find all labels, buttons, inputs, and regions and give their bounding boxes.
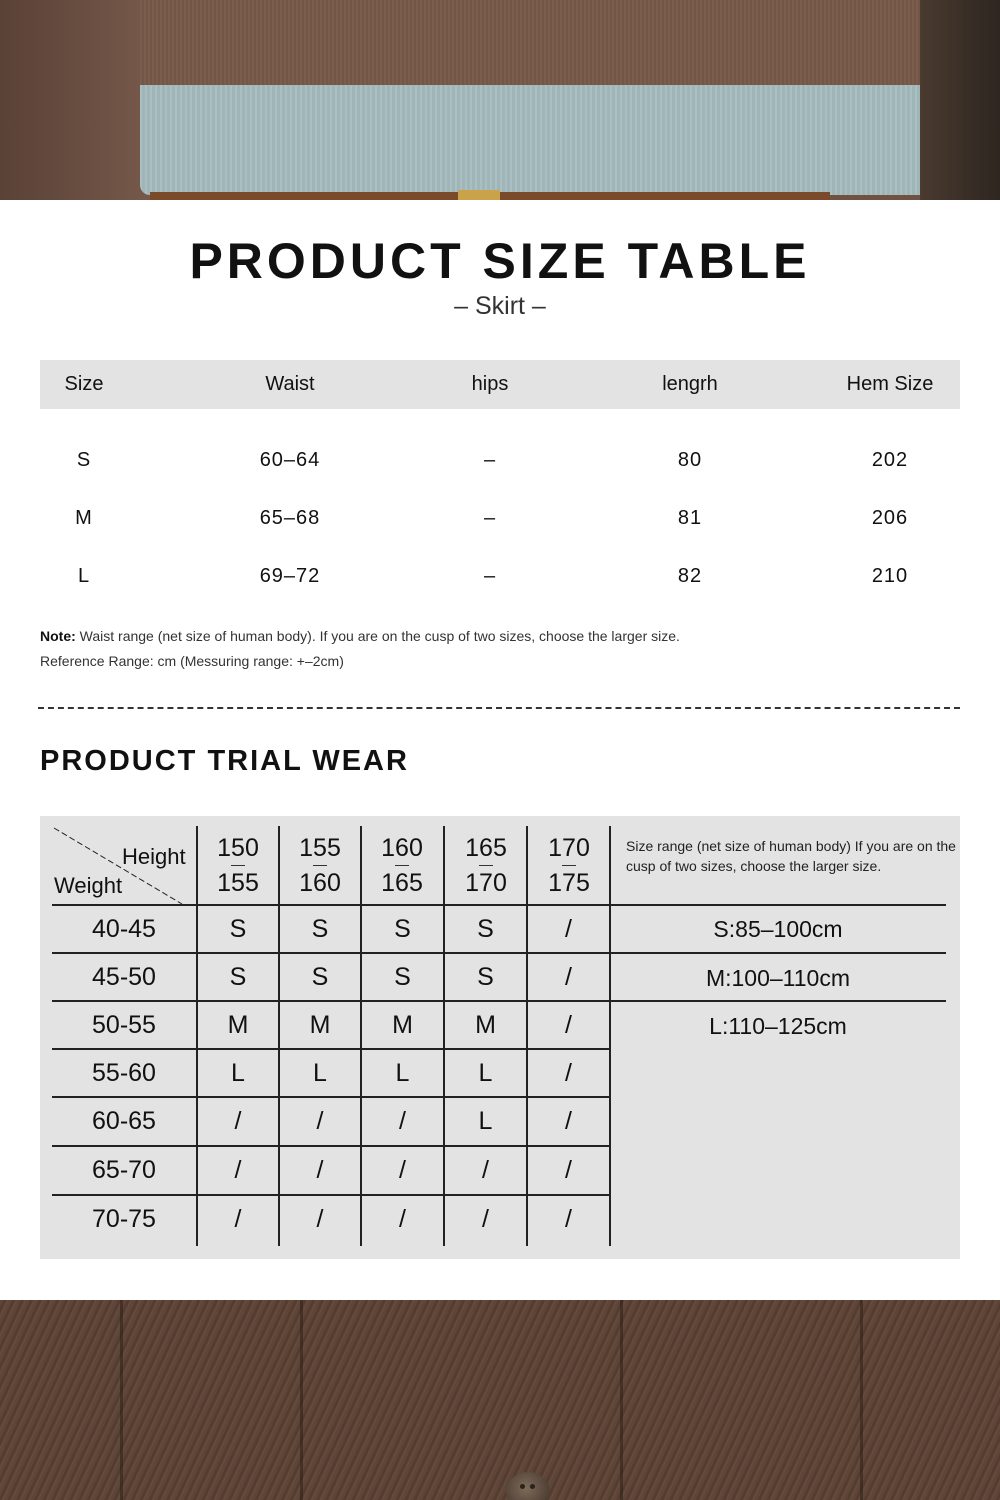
- height-header: 155 160: [299, 834, 341, 897]
- table-row: [40, 556, 960, 596]
- size-cell: /: [399, 1204, 406, 1233]
- weight-cell: 60-65: [92, 1106, 156, 1135]
- header-waist: Waist: [265, 373, 315, 395]
- cell-length: 82: [677, 564, 703, 587]
- size-cell: M: [309, 1010, 331, 1039]
- table-row: [40, 498, 960, 538]
- cell-waist: 65–68: [259, 506, 321, 529]
- range-large: L:110–125cm: [709, 1012, 847, 1039]
- divider: [38, 707, 960, 709]
- cell-size: L: [77, 564, 91, 587]
- cell-hips: –: [483, 448, 497, 471]
- garment-button-icon: [506, 1472, 550, 1500]
- header-hem-size: Hem Size: [846, 373, 934, 395]
- size-cell: L: [313, 1058, 327, 1087]
- height-header: 150 155: [217, 834, 259, 897]
- height-header: 160 165: [381, 834, 423, 897]
- size-cell: S: [311, 914, 329, 943]
- size-cell: /: [565, 962, 572, 991]
- corner-weight-label: Weight: [54, 873, 123, 898]
- trial-wear-table: [40, 816, 960, 1259]
- size-cell: /: [234, 1204, 242, 1233]
- weight-cell: 70-75: [92, 1204, 156, 1233]
- size-cell: L: [231, 1058, 245, 1087]
- size-cell: /: [399, 1155, 406, 1184]
- size-cell: /: [482, 1155, 489, 1184]
- size-cell: /: [234, 1155, 242, 1184]
- header-size: Size: [64, 373, 104, 395]
- size-cell: M: [392, 1010, 413, 1039]
- size-cell: /: [565, 1155, 572, 1184]
- trial-title: PRODUCT TRIAL WEAR: [40, 745, 409, 777]
- cell-waist: 69–72: [259, 564, 321, 587]
- size-cell: /: [399, 1106, 406, 1135]
- size-cell: /: [565, 1058, 572, 1087]
- note-text: Waist range (net size of human body). If you are on the cusp of two sizes, choose the larger size.: [75, 628, 680, 644]
- size-cell: M: [227, 1010, 249, 1039]
- cell-size: S: [76, 448, 92, 471]
- size-cell: S: [229, 914, 247, 943]
- corner-height-label: Height: [122, 844, 186, 869]
- size-cell: /: [316, 1106, 324, 1135]
- table-row: [40, 440, 960, 480]
- size-cell: S: [394, 962, 411, 991]
- size-cell: /: [565, 1204, 572, 1233]
- size-cell: /: [316, 1204, 324, 1233]
- weight-cell: 40-45: [92, 914, 156, 943]
- size-cell: L: [395, 1058, 410, 1087]
- cell-hem-size: 206: [871, 506, 909, 529]
- cell-size: M: [75, 506, 93, 529]
- range-small: S:85–100cm: [713, 915, 843, 942]
- size-cell: /: [234, 1106, 242, 1135]
- weight-cell: 55-60: [92, 1058, 156, 1087]
- height-header: 165 170: [465, 834, 507, 897]
- cell-hips: –: [483, 564, 497, 587]
- note-label: Note:: [40, 628, 76, 644]
- size-cell: /: [565, 1106, 572, 1135]
- cell-hem-size: 202: [871, 448, 909, 471]
- size-cell: S: [477, 962, 494, 991]
- size-cell: L: [478, 1058, 493, 1087]
- weight-cell: 45-50: [92, 962, 156, 991]
- weight-cell: 50-55: [92, 1010, 156, 1039]
- cell-length: 80: [677, 448, 703, 471]
- size-cell: S: [311, 962, 329, 991]
- cell-length: 81: [677, 506, 703, 529]
- page-subtitle: – Skirt –: [454, 292, 546, 320]
- reference-range: Reference Range: cm (Messuring range: +–2cm): [40, 653, 344, 669]
- height-header: 170 175: [548, 834, 590, 897]
- size-cell: M: [475, 1010, 496, 1039]
- header-hips: hips: [471, 373, 509, 395]
- size-note: [40, 624, 680, 674]
- size-cell: /: [565, 914, 572, 943]
- size-cell: /: [482, 1204, 489, 1233]
- size-cell: L: [478, 1106, 493, 1135]
- header-length: lengrh: [662, 373, 718, 395]
- range-medium: M:100–110cm: [705, 964, 851, 991]
- size-cell: /: [316, 1155, 324, 1184]
- cell-hips: –: [483, 506, 497, 529]
- size-cell: S: [394, 914, 411, 943]
- size-table-header: [40, 360, 960, 409]
- size-cell: /: [565, 1010, 572, 1039]
- product-photo-bottom: [0, 1300, 1000, 1500]
- size-cell: S: [477, 914, 494, 943]
- cell-waist: 60–64: [259, 448, 321, 471]
- size-cell: S: [229, 962, 247, 991]
- weight-cell: 65-70: [92, 1155, 156, 1184]
- cell-hem-size: 210: [871, 564, 909, 587]
- range-note: Size range (net size of human body) If you are on the cusp of two sizes, choose the larger size.: [626, 838, 956, 874]
- page-title: PRODUCT SIZE TABLE: [189, 233, 811, 289]
- product-photo-top: [0, 0, 1000, 200]
